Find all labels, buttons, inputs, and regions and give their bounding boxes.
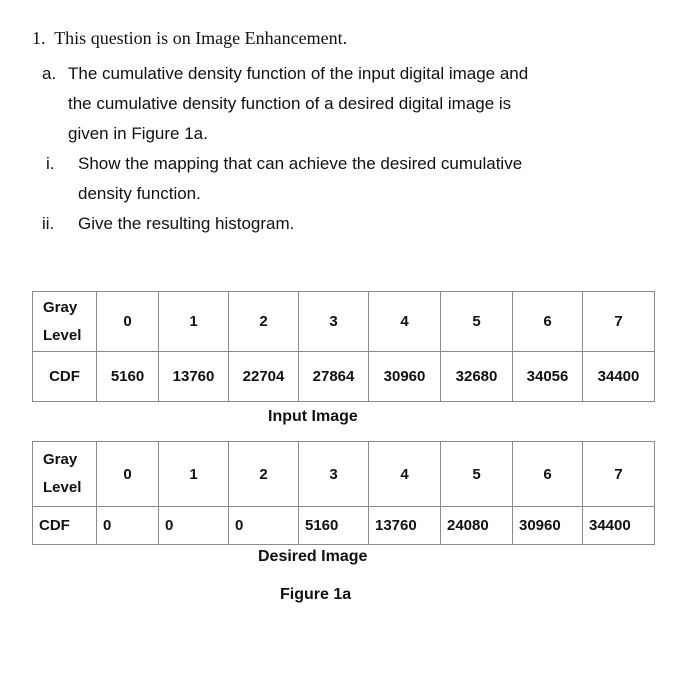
input-level-3: 3: [299, 292, 369, 352]
desired-cdf-2: 0: [229, 507, 299, 545]
input-level-5: 5: [441, 292, 513, 352]
input-level-6: 6: [513, 292, 583, 352]
desired-level-0: 0: [97, 442, 159, 507]
desired-cdf-label: CDF: [33, 507, 97, 545]
desired-cdf-1: 0: [159, 507, 229, 545]
input-cdf-6: 34056: [513, 352, 583, 402]
desired-gray-level-label: Gray Level: [33, 442, 97, 507]
desired-level-5: 5: [441, 442, 513, 507]
input-level-7: 7: [583, 292, 655, 352]
input-level-0: 0: [97, 292, 159, 352]
input-level-2: 2: [229, 292, 299, 352]
input-gray-level-label: Gray Level: [33, 292, 97, 352]
desired-cdf-5: 24080: [441, 507, 513, 545]
input-cdf-2: 22704: [229, 352, 299, 402]
desired-cdf-6: 30960: [513, 507, 583, 545]
sub-i-line-2: density function.: [78, 184, 201, 203]
input-level-4: 4: [369, 292, 441, 352]
input-cdf-7: 34400: [583, 352, 655, 402]
input-cdf-0: 5160: [97, 352, 159, 402]
question-title: 1. This question is on Image Enhancement.: [32, 28, 348, 48]
desired-cdf-7: 34400: [583, 507, 655, 545]
input-cdf-1: 13760: [159, 352, 229, 402]
desired-level-6: 6: [513, 442, 583, 507]
part-a-line-1: The cumulative density function of the input digital image and: [68, 64, 529, 83]
part-a-line-2: the cumulative density function of a desired digital image is: [68, 94, 512, 113]
desired-cdf-4: 13760: [369, 507, 441, 545]
part-a-line-3: given in Figure 1a.: [68, 124, 208, 143]
part-a-marker: a.: [42, 64, 57, 83]
input-cdf-table: [32, 291, 655, 402]
input-cdf-4: 30960: [369, 352, 441, 402]
desired-cdf-table: [32, 441, 655, 545]
desired-level-1: 1: [159, 442, 229, 507]
sub-i-marker: i.: [46, 154, 55, 173]
desired-level-2: 2: [229, 442, 299, 507]
figure-caption: Figure 1a: [280, 586, 352, 603]
sub-i-line-1: Show the mapping that can achieve the desired cumulative: [78, 154, 523, 173]
input-cdf-5: 32680: [441, 352, 513, 402]
input-cdf-3: 27864: [299, 352, 369, 402]
input-image-caption: Input Image: [268, 408, 358, 425]
sub-ii-marker: ii.: [42, 214, 55, 233]
desired-image-caption: Desired Image: [258, 548, 368, 565]
desired-level-7: 7: [583, 442, 655, 507]
desired-cdf-3: 5160: [299, 507, 369, 545]
desired-cdf-0: 0: [97, 507, 159, 545]
input-level-1: 1: [159, 292, 229, 352]
desired-level-4: 4: [369, 442, 441, 507]
sub-ii-line-1: Give the resulting histogram.: [78, 214, 295, 233]
desired-level-3: 3: [299, 442, 369, 507]
input-cdf-label: CDF: [33, 352, 97, 402]
